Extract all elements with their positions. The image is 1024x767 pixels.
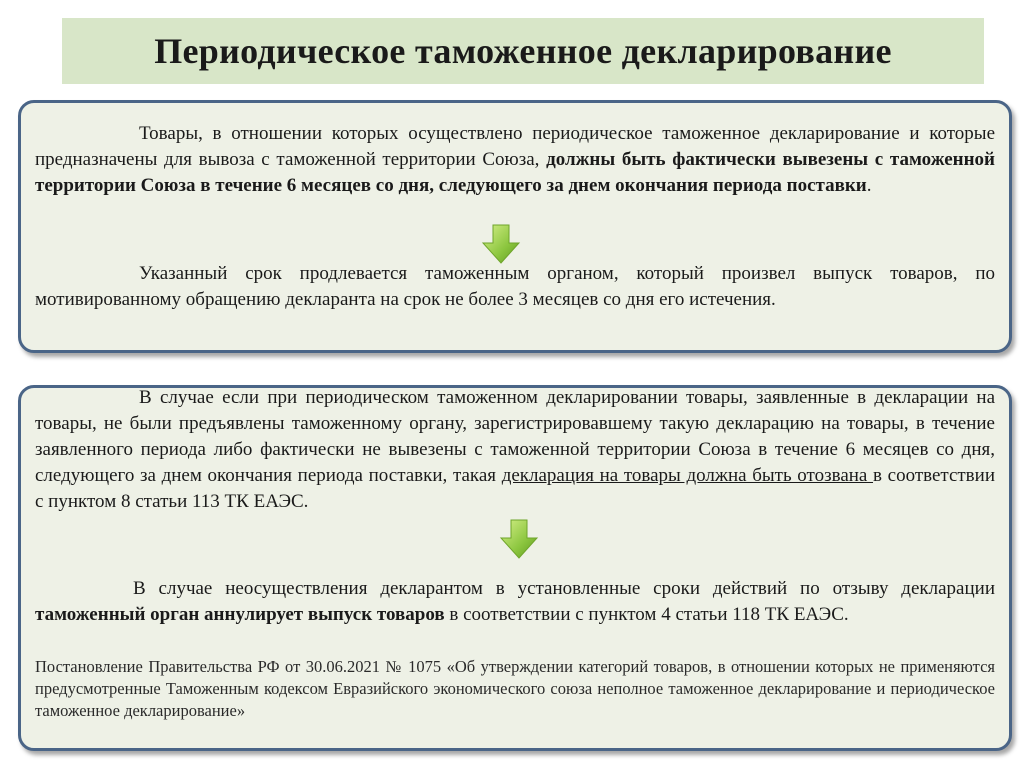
paragraph-text: В случае если при периодическом таможенном декларировании товары, заявленные в декларации на товары, не были предъявлены таможенному органу, зарегистрировавшему такую декларацию на товары, в течение заявленного периода либо фактически не вывезены с таможенной территории Союза в течение 6 месяцев со дня, следующего за днем окончания периода поставки, такая <box>35 387 995 486</box>
paragraph-end: . <box>866 175 872 196</box>
page-title: Периодическое таможенное декларирование <box>154 31 892 71</box>
paragraph-end: в соответствии с пунктом 8 статьи 113 ТК ЕАЭС. <box>35 465 995 512</box>
bold-text: таможенный орган аннулирует выпуск товаров <box>35 604 445 625</box>
paragraph-revocation <box>35 385 995 515</box>
paragraph-text: Товары, в отношении которых осуществлено периодическое таможенное декларирование и которые предназначены для вывоза с таможенной территории Союза, <box>35 123 995 170</box>
paragraph-text: В случае неосуществления декларантом в установленные сроки действий по отзыву декларации <box>133 578 995 599</box>
underlined-text: декларация на товары должна быть отозвана <box>501 465 874 486</box>
down-arrow-icon <box>499 518 539 560</box>
bold-text: должны быть фактически вывезены с таможенной территории Союза в течение 6 месяцев со дня, следующего за днем окончания периода поставки <box>35 149 995 196</box>
info-panel-2 <box>18 385 1012 751</box>
paragraph-end: в соответствии с пунктом 4 статьи 118 ТК ЕАЭС. <box>444 604 849 625</box>
title-bar <box>62 18 984 84</box>
paragraph-export-deadline <box>35 121 995 199</box>
down-arrow-icon <box>481 223 521 265</box>
regulation-note: Постановление Правительства РФ от 30.06.2021 № 1075 «Об утверждении категорий товаров, в отношении которых не применяются предусмотренные Таможенным кодексом Евразийского экономического союза неполное таможенное декларирование и периодическое таможенное декларирование» <box>35 657 995 720</box>
paragraph-extension: Указанный срок продлевается таможенным органом, который произвел выпуск товаров, по мотивированному обращению декларанта на срок не более 3 месяцев со дня его истечения. <box>35 263 995 310</box>
paragraph-annulment <box>35 576 995 628</box>
